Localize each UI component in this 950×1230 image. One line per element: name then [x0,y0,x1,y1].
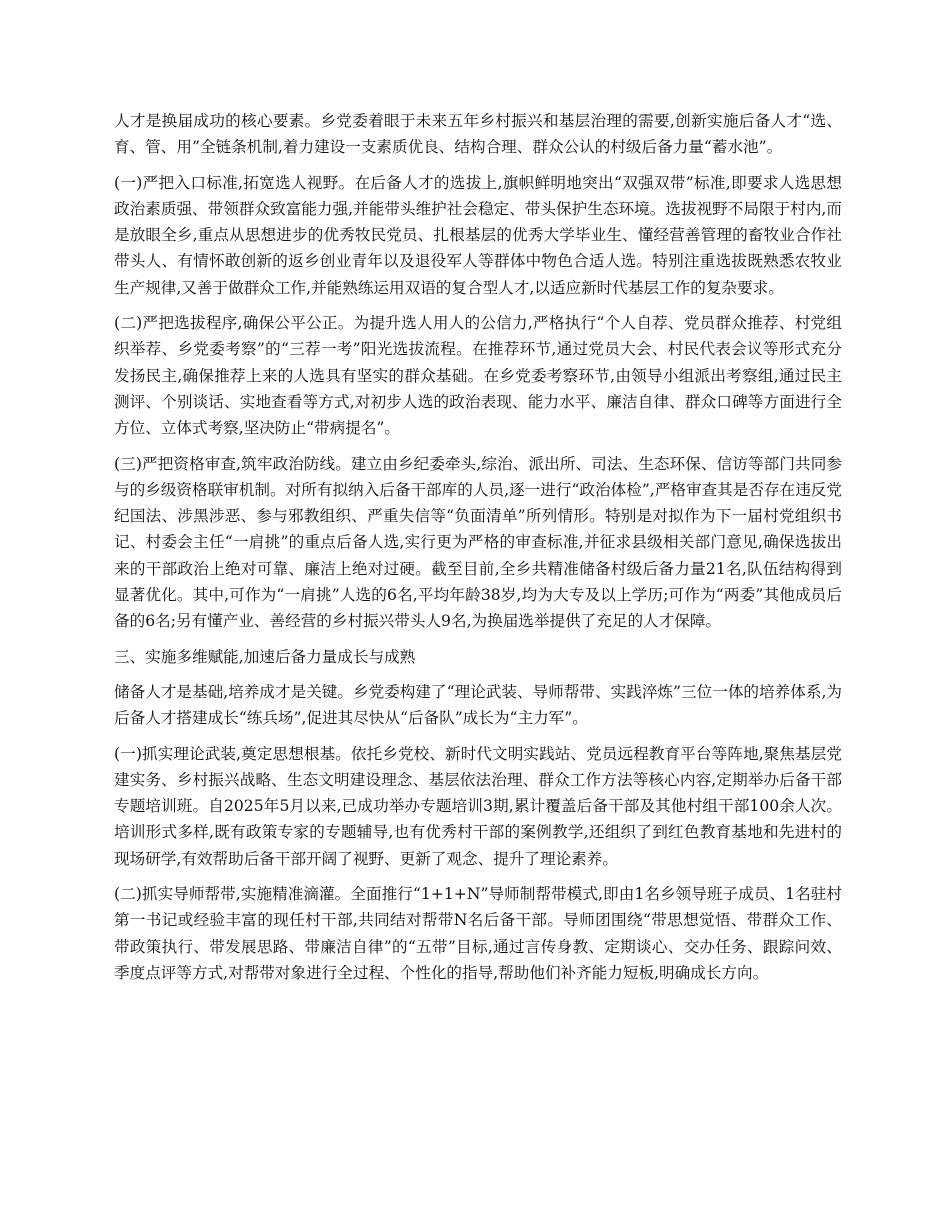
paragraph-intro: 人才是换届成功的核心要素。乡党委着眼于未来五年乡村振兴和基层治理的需要,创新实施后备人才“选、育、管、用”全链条机制,着力建设一支素质优良、结构合理、群众公认的村级后备力量“蓄水池”。 [114,112,842,157]
paragraph-selection-procedure: (二)严把选拔程序,确保公平公正。为提升选人用人的公信力,严格执行“个人自荐、党员群众推荐、村党组织举荐、乡党委考察”的“三荐一考”阳光选拔流程。在推荐环节,通过党员大会、村民代表会议等形式充分发扬民主,确保推荐上来的人选具有坚实的群众基础。在乡党委考察环节,由领导小组派出考察组,通过民主测评、个别谈话、实地查看等方式,对初步人选的政治表现、能力水平、廉洁自律、群众口碑等方面进行全方位、立体式考察,坚决防止“带病提名”。 [114,314,842,438]
paragraph-entry-standard: (一)严把入口标准,拓宽选人视野。在后备人才的选拔上,旗帜鲜明地突出“双强双带”标准,即要求人选思想政治素质强、带领群众致富能力强,并能带头维护社会稳定、带头保护生态环境。选拔视野不局限于村内,而是放眼全乡,重点从思想进步的优秀牧民党员、扎根基层的优秀大学毕业生、懂经营善管理的畜牧业合作社带头人、有情怀敢创新的返乡创业青年以及退役军人等群体中物色合适人选。特别注重选拔既熟悉农牧业生产规律,又善于做群众工作,并能熟练运用双语的复合型人才,以适应新时代基层工作的复杂要求。 [114,173,842,297]
document-page [114,108,842,995]
paragraph-training-system: 储备人才是基础,培养成才是关键。乡党委构建了“理论武装、导师帮带、实践淬炼”三位一体的培养体系,为后备人才搭建成长“练兵场”,促进其尽快从“后备队”成长为“主力军”。 [114,682,842,728]
paragraph-qualification-review: (三)严把资格审查,筑牢政治防线。建立由乡纪委牵头,综治、派出所、司法、生态环保、信访等部门共同参与的乡级资格联审机制。对所有拟纳入后备干部库的人员,逐一进行“政治体检”,严格审查其是否存在违反党纪国法、涉黑涉恶、参与邪教组织、严重失信等“负面清单”所列情形。特别是对拟作为下一届村党组织书记、村委会主任“一肩挑”的重点后备人选,实行更为严格的审查标准,并征求县级相关部门意见,确保选拔出来的干部政治上绝对可靠、廉洁上绝对过硬。截至目前,全乡共精准储备村级后备力量21名,队伍结构得到显著优化。其中,可作为“一肩挑”人选的6名,平均年龄38岁,均为大专及以上学历;可作为“两委”其他成员后备的6名;另有懂产业、善经营的乡村振兴带头人9名,为换届选举提供了充足的人才保障。 [114,454,842,631]
paragraph-mentor-program: (二)抓实导师帮带,实施精准滴灌。全面推行“1+1+N”导师制帮带模式,即由1名乡领导班子成员、1名驻村第一书记或经验丰富的现任村干部,共同结对帮带N名后备干部。导师团围绕“带思想觉悟、带群众工作、带政策执行、带发展思路、带廉洁自律”的“五带”目标,通过言传身教、定期谈心、交办任务、跟踪问效、季度点评等方式,对帮带对象进行全过程、个性化的指导,帮助他们补齐能力短板,明确成长方向。 [114,885,842,982]
section-heading: 三、实施多维赋能,加速后备力量成长与成熟 [114,647,416,666]
paragraph-theory-training: (一)抓实理论武装,奠定思想根基。依托乡党校、新时代文明实践站、党员远程教育平台等阵地,聚焦基层党建实务、乡村振兴战略、生态文明建设理念、基层依法治理、群众工作方法等核心内容,定期举办后备干部专题培训班。自2025年5月以来,已成功举办专题培训3期,累计覆盖后备干部及其他村组干部100余人次。培训形式多样,既有政策专家的专题辅导,也有优秀村干部的案例教学,还组织了到红色教育基地和先进村的现场研学,有效帮助后备干部开阔了视野、更新了观念、提升了理论素养。 [114,744,842,868]
